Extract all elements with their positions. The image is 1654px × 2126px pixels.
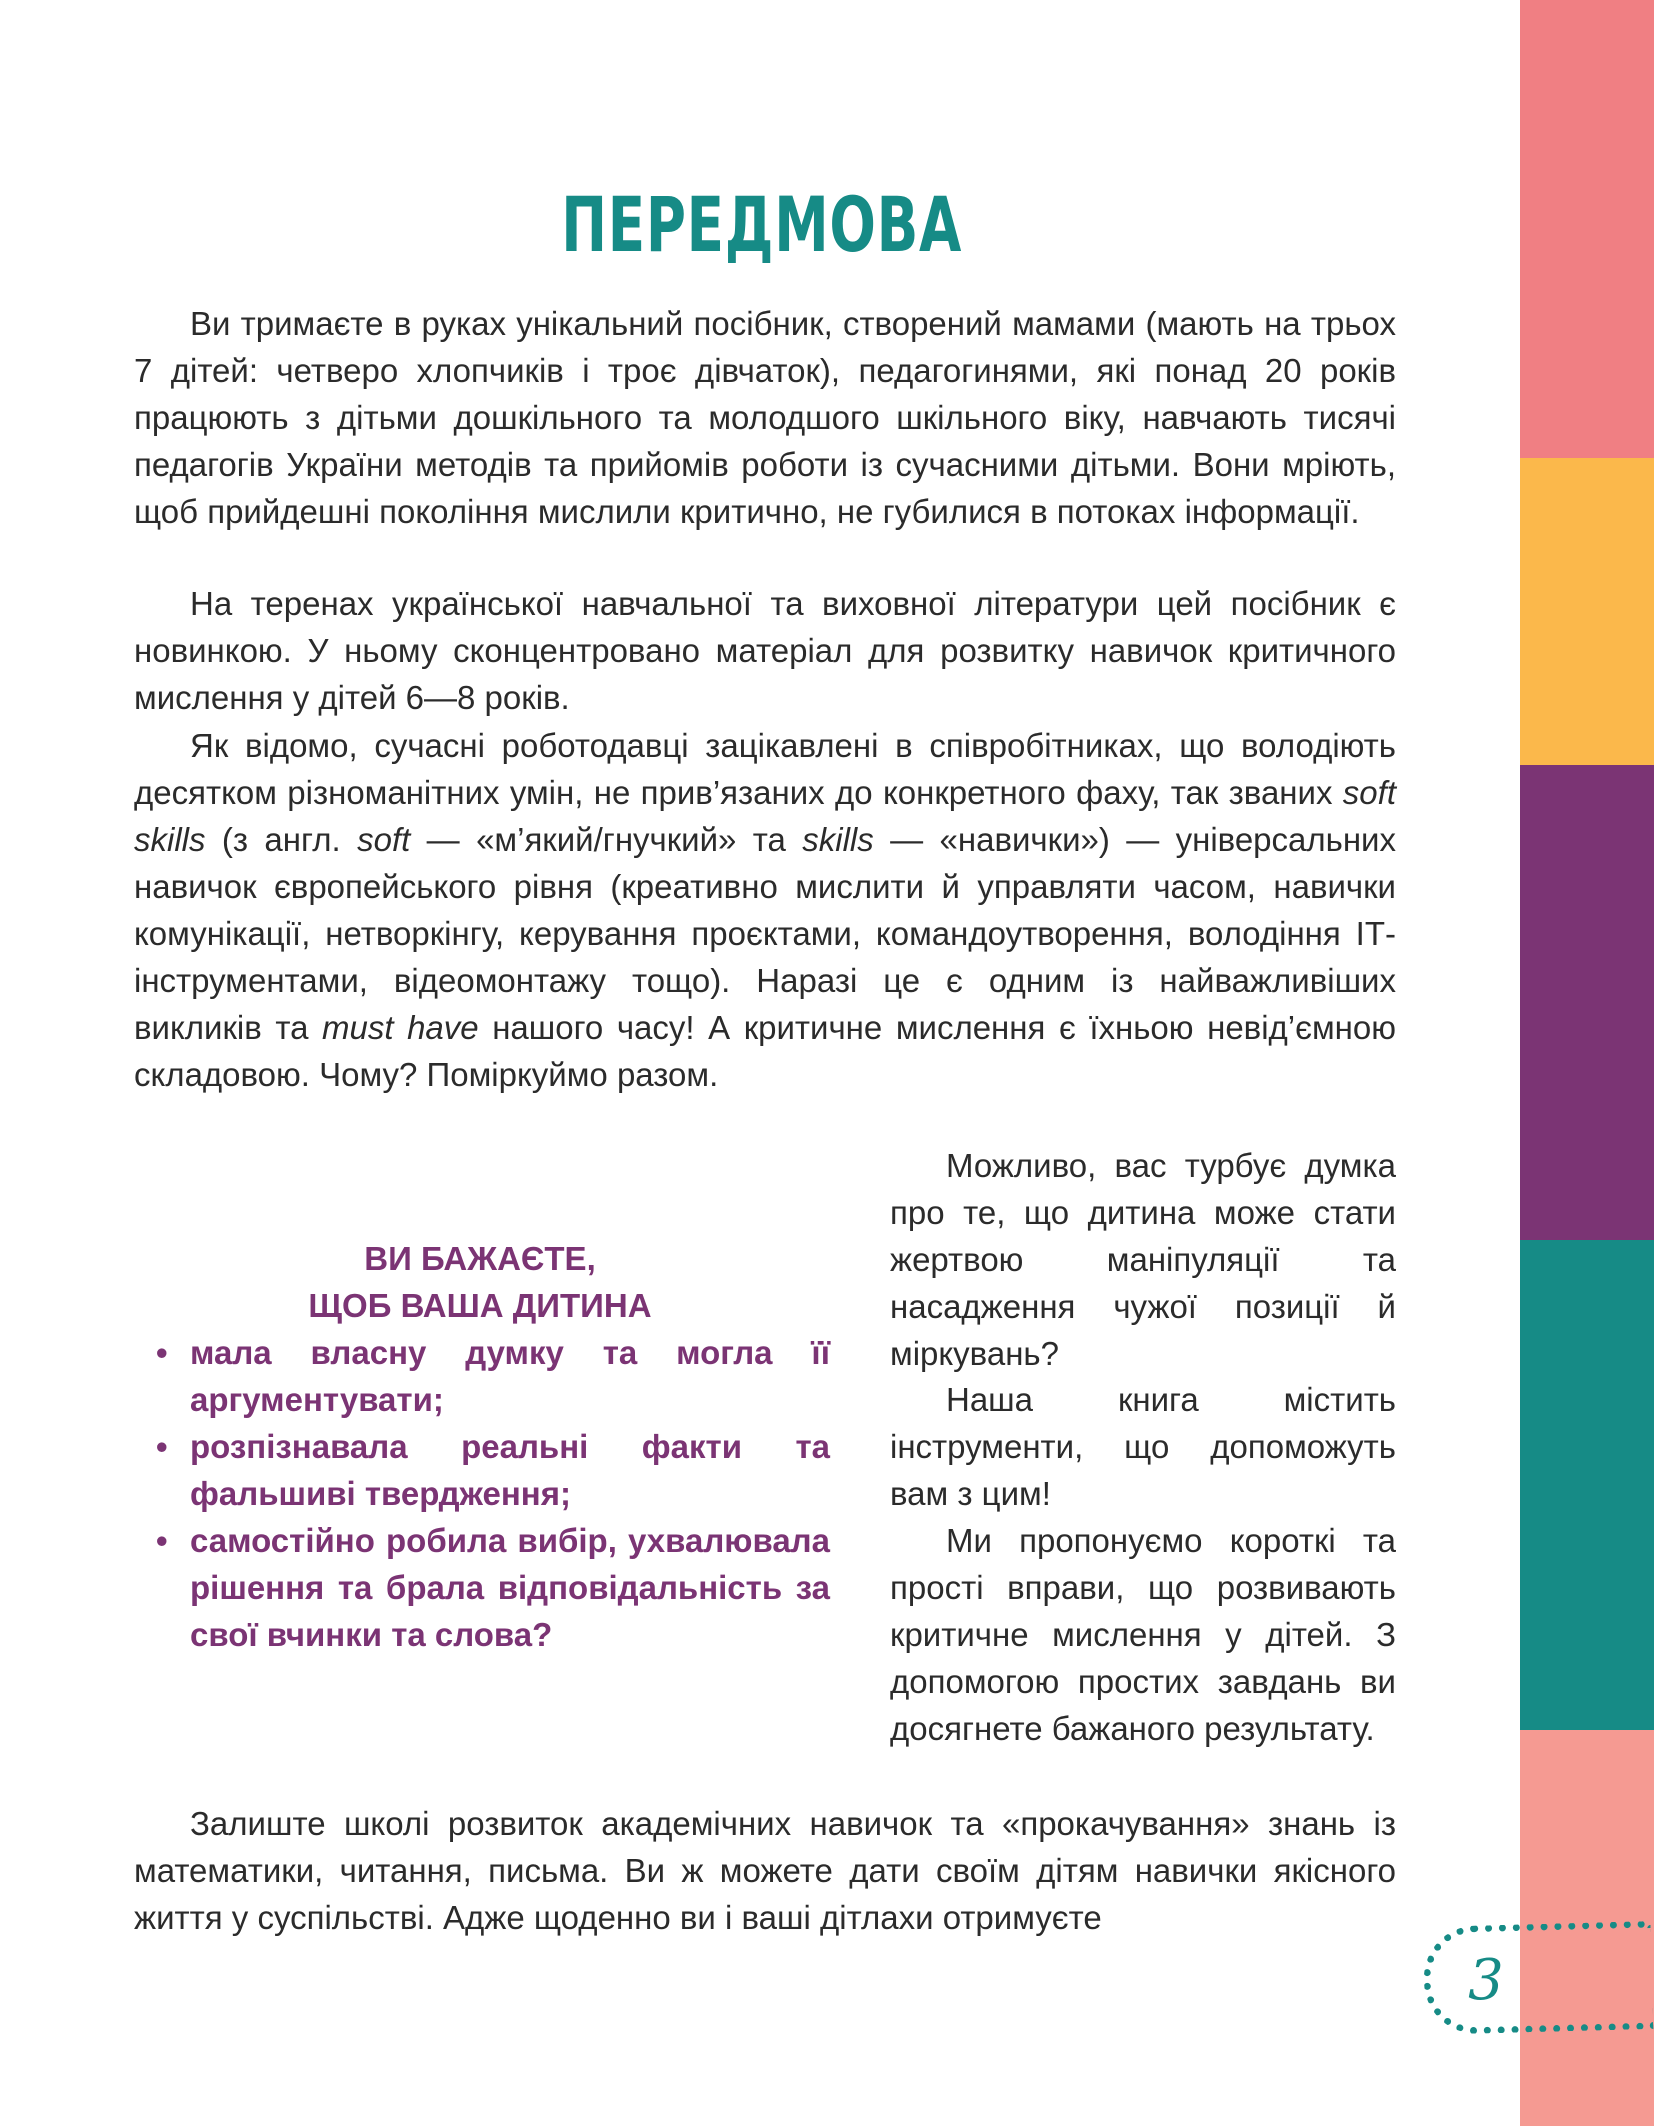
page-number: 3 [1468,1948,1504,2013]
page-title: ПЕРЕДМОВА [561,180,963,269]
stripe-teal [1520,1240,1654,1730]
callout-box [150,1235,830,1658]
paragraph-exercises: Ми пропонуємо короткі та прості вправи, що розвивають критичне мислення у дітей. З допомогою простих завдань ви досягнете бажаного результату. [890,1522,1396,1747]
callout-list [150,1329,830,1658]
stripe-purple [1520,765,1654,1240]
callout-heading: ВИ БАЖАЄТЕ, ЩОБ ВАША ДИТИНА [308,1240,652,1324]
paragraph-school: Залиште школі розвиток академічних навичок та «прокачування» знань із математики, читання, письма. Ви ж можете дати своїм дітям навички якісного життя у суспільстві. Адже щоденно ви і ваші дітлахи отримуєте [134,1805,1396,1936]
paragraph-tools: Наша книга містить інструменти, що допоможуть вам з цим! [890,1381,1396,1512]
list-item: • розпізнавала реальні факти та фальшиві твердження; [150,1423,830,1517]
paragraph-intro: Ви тримаєте в руках унікальний посібник, створений мамами (мають на трьох 7 дітей: четверо хлопчиків і троє дівчаток), педагогинями, які понад 20 років працюють з дітьми дошкільного та молодшого шкільного віку, навчають тисячі педагогів України методів та прийомів роботи із сучасними дітьми. Вони мріють, щоб прийдешні покоління мислили критично, не губилися в потоках інформації. [134,305,1396,530]
stripe-pink [1520,0,1654,458]
paragraph-soft-skills: Як відомо, сучасні роботодавці зацікавлені в співробітниках, що володіють десятком різноманітних умін, не прив’язаних до конкретного фаху, так званих soft skills (з англ. soft — «м’який/гнучкий» та skills — «навички») — універсальних навичок європейського рівня (креативно мислити й управляти часом, навички комунікації, нетворкінгу, керування проєктами, командоутворення, володіння ІТ-інструментами, відеомонтажу тощо). Наразі це є одним із найважливіших викликів та must have нашого часу! А критичне мислення є їхньою невід’ємною складовою. Чому? Поміркуймо разом. [134,727,1396,1093]
paragraph-manipulation: Можливо, вас турбує думка про те, що дитина може стати жертвою маніпуляції та насадження чужої позиції й міркувань? [890,1147,1396,1372]
page-number-badge [1423,1921,1654,2035]
list-item: • мала власну думку та могла її аргументувати; [150,1329,830,1423]
stripe-yellow [1520,458,1654,765]
list-item: • самостійно робила вибір, ухвалювала рішення та брала відповідальність за свої вчинки та слова? [150,1517,830,1658]
bullet-icon: • [156,1522,168,1559]
bullet-icon: • [156,1334,168,1371]
paragraph-novelty: На теренах української навчальної та виховної літератури цей посібник є новинкою. У ньому сконцентровано матеріал для розвитку навичок критичного мислення у дітей 6—8 років. [134,585,1396,716]
color-stripes [1520,0,1654,2126]
bullet-icon: • [156,1428,168,1465]
